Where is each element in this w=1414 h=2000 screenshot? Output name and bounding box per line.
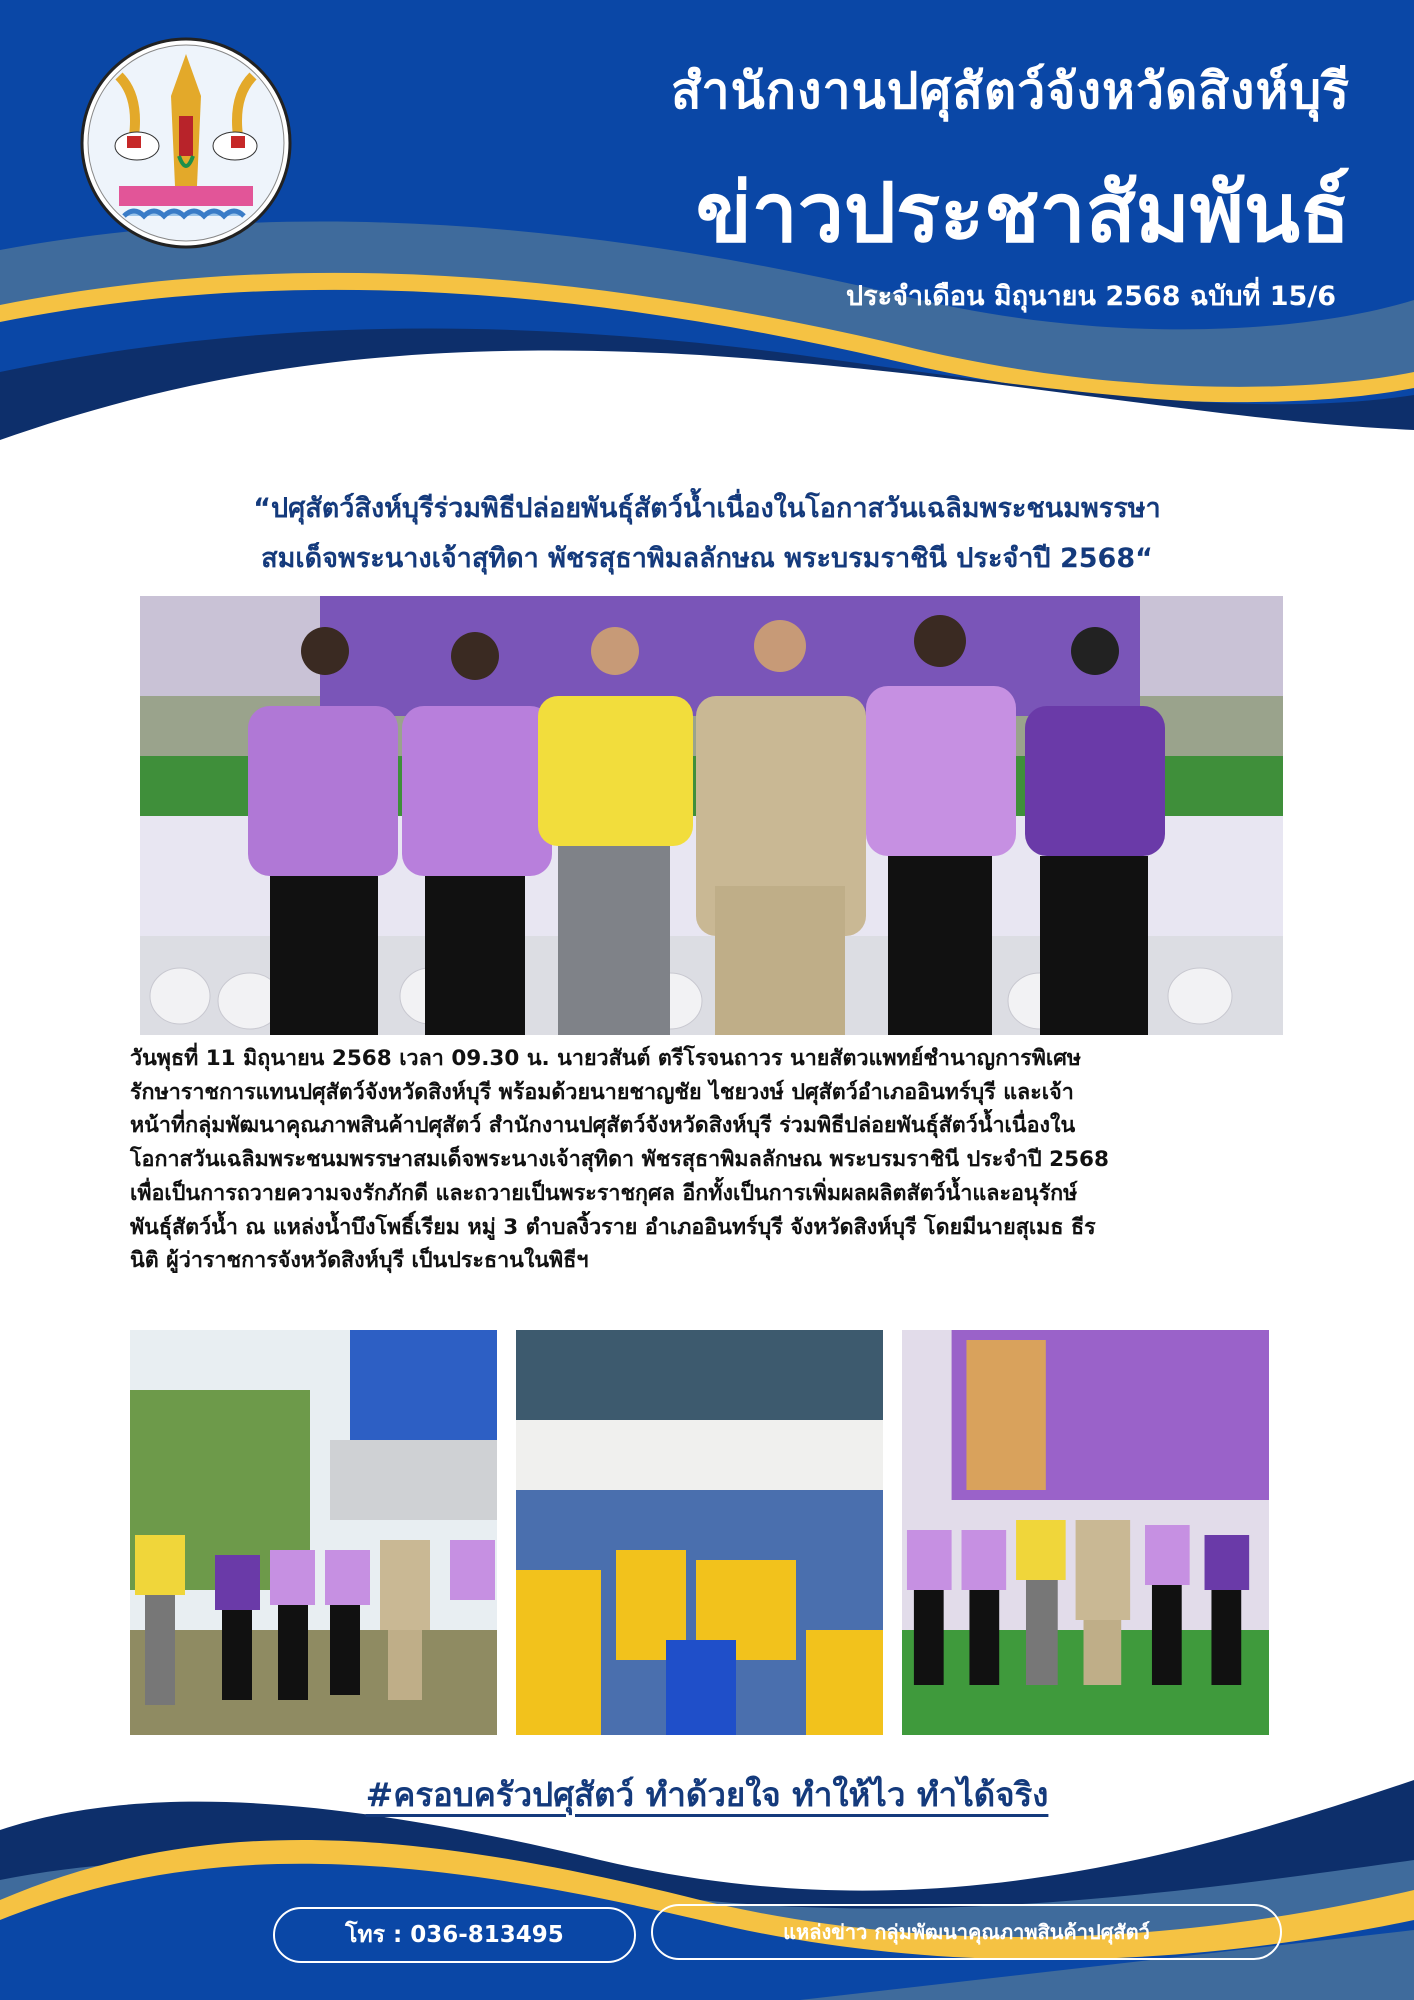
page-title: ข่าวประชาสัมพันธ์ — [695, 166, 1350, 261]
office-name: สำนักงานปศุสัตว์จังหวัดสิงห์บุรี — [671, 62, 1350, 120]
photo-riverside-group — [130, 1330, 497, 1735]
source-text: แหล่งข่าว กลุ่มพัฒนาคุณภาพสินค้าปศุสัตว์ — [783, 1920, 1150, 1944]
issue-info: ประจำเดือน มิถุนายน 2568 ฉบับที่ 15/6 — [845, 281, 1336, 312]
news-source — [651, 1904, 1282, 1960]
photo-seated-audience — [516, 1330, 883, 1735]
phone-text: โทร : 036-813495 — [345, 1922, 564, 1948]
photo-ceremony-banner-group — [902, 1330, 1269, 1735]
headline-line-1: “ปศุสัตว์สิงห์บุรีร่วมพิธีปล่อยพันธุ์สัตว์น้ำเนื่องในโอกาสวันเฉลิมพระชนมพรรษา — [253, 493, 1161, 524]
body-line: นิติ ผู้ว่าราชการจังหวัดสิงห์บุรี เป็นประธานในพิธีฯ — [130, 1248, 589, 1274]
main-group-photo — [140, 596, 1283, 1035]
headline-line-2: สมเด็จพระนางเจ้าสุทิดา พัชรสุธาพิมลลักษณ พระบรมราชินี ประจำปี 2568“ — [261, 543, 1153, 574]
body-line: รักษาราชการแทนปศุสัตว์จังหวัดสิงห์บุรี พร้อมด้วยนายชาญชัย ไชยวงษ์ ปศุสัตว์อำเภออินทร์บุรี และเจ้า — [130, 1079, 1074, 1105]
body-line: เพื่อเป็นการถวายความจงรักภักดี และถวายเป็นพระราชกุศล อีกทั้งเป็นการเพิ่มผลผลิตสัตว์น้ำและอนุรักษ์ — [130, 1180, 1078, 1206]
department-seal-logo — [79, 36, 293, 250]
hashtag-text: #ครอบครัวปศุสัตว์ ทำด้วยใจ ทำให้ไว ทำได้จริง — [365, 1775, 1049, 1814]
body-line: หน้าที่กลุ่มพัฒนาคุณภาพสินค้าปศุสัตว์ สำนักงานปศุสัตว์จังหวัดสิงห์บุรี ร่วมพิธีปล่อยพันธุ์สัตว์น้ำเนื่องใน — [130, 1113, 1076, 1139]
phone-contact — [273, 1907, 636, 1963]
news-body — [130, 1042, 1290, 1278]
news-headline — [0, 484, 1414, 584]
body-line: พันธุ์สัตว์น้ำ ณ แหล่งน้ำบึงโพธิ์เรียม หมู่ 3 ตำบลงิ้วราย อำเภออินทร์บุรี จังหวัดสิงห์บุรี โดยมีนายสุเมธ ธีร — [130, 1214, 1096, 1240]
body-line: วันพุธที่ 11 มิถุนายน 2568 เวลา 09.30 น. นายวสันต์ ตรีโรจนถาวร นายสัตวแพทย์ชำนาญการพิเศษ — [130, 1046, 1082, 1071]
body-line: โอกาสวันเฉลิมพระชนมพรรษาสมเด็จพระนางเจ้าสุทิดา พัชรสุธาพิมลลักษณ พระบรมราชินี ประจำปี 2568 — [130, 1147, 1109, 1173]
hashtag-slogan — [0, 1768, 1414, 1821]
